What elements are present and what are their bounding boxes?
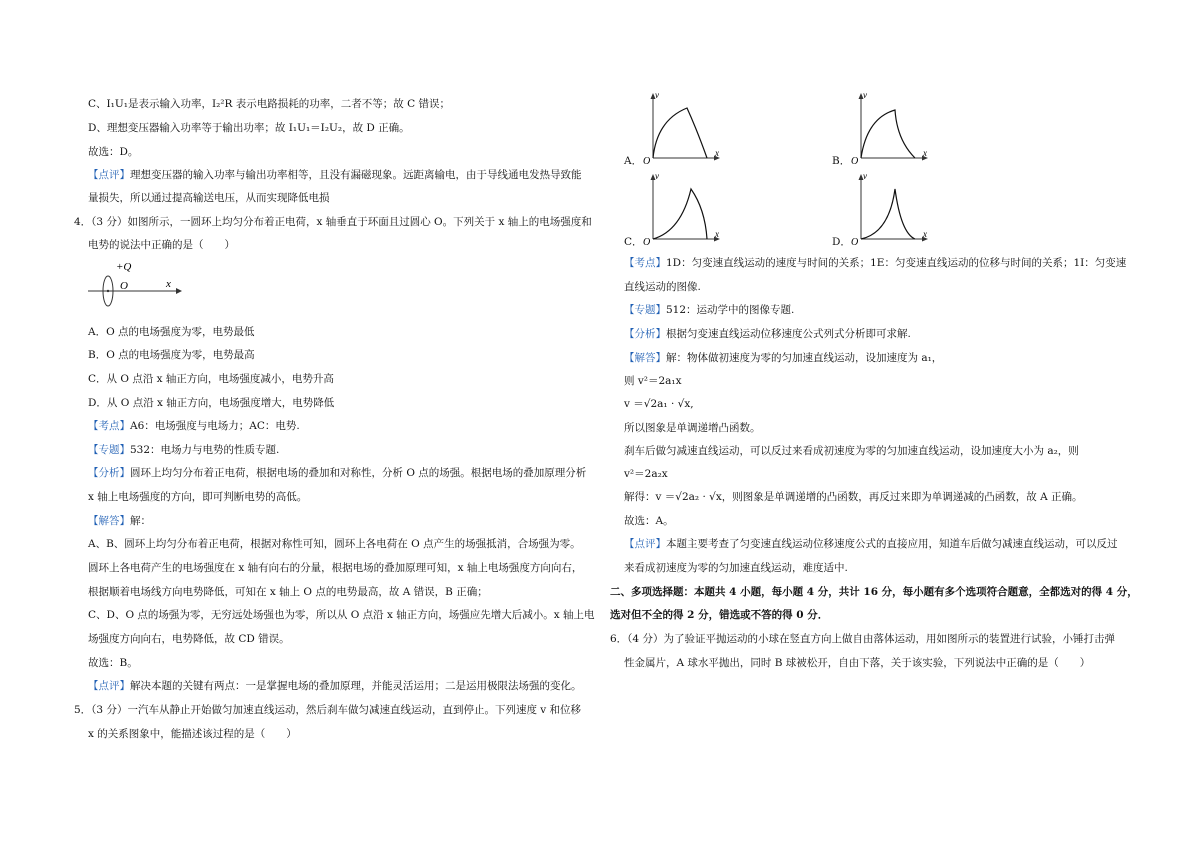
q3-comment-cont: 量损失，所以通过提高输送电压，从而实现降低电损 xyxy=(88,192,330,204)
charge-label: +Q xyxy=(116,261,132,273)
curve-d xyxy=(861,189,915,239)
q4-stem-cont: 电势的说法中正确的是（ ） xyxy=(88,239,235,251)
svg-text:v: v xyxy=(863,171,867,181)
q5-solution-line-3: 解得：v ＝√2a₂ · √x，则图象是单调递增的凸函数，再反过来即为单调递减的凸函数，故 A 正确。 xyxy=(624,491,1083,503)
q6-stem: 6．（4 分）为了验证平抛运动的小球在竖直方向上做自由落体运动，用如图所示的装置进行试验，小锤打击弹 xyxy=(610,633,1115,645)
section-2-heading-cont: 选对但不全的得 2 分，错选或不答的得 0 分． xyxy=(610,609,829,621)
q4-answer-line-5: 场强度方向向右，电势降低，故 CD 错误。 xyxy=(88,633,290,645)
q4-option-d: D．从 O 点沿 x 轴正方向，电场强度增大，电势降低 xyxy=(88,397,335,409)
svg-text:O: O xyxy=(643,237,651,248)
curve-b xyxy=(861,110,915,158)
q5-kaodian-cont: 直线运动的图像. xyxy=(624,281,701,293)
q3-comment: 【点评】理想变压器的输入功率与输出功率相等，且没有漏磁现象。远距离输电，由于导线通电发热导致能 xyxy=(88,169,582,181)
q4-fenxi-cont: x 轴上电场强度的方向，即可判断电势的高低。 xyxy=(88,491,308,503)
section-2-heading: 二、多项选择题：本题共 4 小题，每小题 4 分，共计 16 分，每小题有多个选项符合题意，全都选对的得 4 分， xyxy=(610,586,1138,598)
q4-answer-line-3: 根据顺着电场线方向电势降低，可知在 x 轴上 O 点的电势最高，故 A 错误，B 正确； xyxy=(88,586,488,598)
q4-option-a: A．O 点的电场强度为零，电势最低 xyxy=(88,326,255,338)
svg-text:v: v xyxy=(863,90,867,100)
svg-text:O: O xyxy=(851,237,859,248)
q5-comment: 【点评】本题主要考查了匀变速直线运动位移速度公式的直接应用，知道车后做匀减速直线运动，可以反过 xyxy=(624,538,1118,550)
q3-option-d-analysis: D、理想变压器输入功率等于输出功率；故 I₁U₁＝I₂U₂，故 D 正确。 xyxy=(88,122,410,134)
svg-text:x: x xyxy=(923,148,927,158)
origin-label: O xyxy=(120,280,128,292)
svg-text:O: O xyxy=(851,156,859,167)
q5-zhuanti: 【专题】512：运动学中的图像专题. xyxy=(624,304,795,316)
svg-text:O: O xyxy=(643,156,651,167)
q5-solution-line-1: 所以图象是单调递增凸函数。 xyxy=(624,422,761,434)
q4-option-c: C．从 O 点沿 x 轴正方向，电场强度减小，电势升高 xyxy=(88,373,334,385)
q4-zhuanti: 【专题】532：电场力与电势的性质专题. xyxy=(88,444,280,456)
q5-kaodian: 【考点】1D：匀变速直线运动的速度与时间的关系；1E：匀变速直线运动的位移与时间的关系；1I：匀变速 xyxy=(624,257,1127,269)
graph-d xyxy=(851,171,936,249)
svg-text:v: v xyxy=(655,171,659,181)
q5-jieda: 【解答】解：物体做初速度为零的匀加速直线运动，设加速度为 a₁， xyxy=(624,352,943,364)
comment-tag: 【点评】 xyxy=(88,169,130,181)
q5-comment-cont: 来看成初速度为零的匀加速直线运动，难度适中. xyxy=(624,562,848,574)
graph-c-label: C． xyxy=(624,236,643,248)
q5-equation-3: v²＝2a₂x xyxy=(624,468,668,480)
q4-comment: 【点评】解决本题的关键有两点：一是掌握电场的叠加原理，并能灵活运用；二是运用极限法场强的变化。 xyxy=(88,680,582,692)
q5-fenxi: 【分析】根据匀变速直线运动位移速度公式列式分析即可求解. xyxy=(624,328,911,340)
ring-charge-figure xyxy=(86,258,186,313)
graph-a xyxy=(643,90,728,168)
svg-text:x: x xyxy=(715,148,719,158)
q4-stem: 4．（3 分）如图所示，一圆环上均匀分布着正电荷，x 轴垂直于环面且过圆心 O。下列关于 x 轴上的电场强度和 xyxy=(74,216,592,228)
graph-c xyxy=(643,171,728,249)
curve-a xyxy=(653,108,707,158)
q6-stem-cont: 性金属片，A 球水平抛出，同时 B 球被松开，自由下落，关于该实验，下列说法中正确的是（ ） xyxy=(624,657,1091,669)
graph-a-label: A． xyxy=(624,155,643,167)
x-axis-label: x xyxy=(166,278,171,290)
q4-answer: 故选：B。 xyxy=(88,657,138,669)
graph-b xyxy=(851,90,936,168)
svg-text:v: v xyxy=(655,90,659,100)
q4-fenxi: 【分析】圆环上均匀分布着正电荷，根据电场的叠加和对称性，分析 O 点的场强。根据电场的叠加原理分析 xyxy=(88,467,587,479)
q5-stem-cont: x 的关系图象中，能描述该过程的是（ ） xyxy=(88,728,297,740)
graph-b-label: B． xyxy=(832,155,851,167)
q4-answer-line-1: A、B、圆环上均匀分布着正电荷，根据对称性可知，圆环上各电荷在 O 点产生的场强抵消，合场强为零。 xyxy=(88,538,581,550)
q4-answer-line-2: 圆环上各电荷产生的电场强度在 x 轴有向右的分量，根据电场的叠加原理可知，x 轴上电场强度方向向右， xyxy=(88,562,583,574)
graph-d-label: D． xyxy=(832,236,851,248)
svg-text:x: x xyxy=(715,229,719,239)
q5-solution-line-2: 刹车后做匀减速直线运动，可以反过来看成初速度为零的匀加速直线运动，设加速度大小为 a₂，则 xyxy=(624,445,1079,457)
q4-kaodian: 【考点】A6：电场强度与电场力；AC：电势. xyxy=(88,420,300,432)
svg-text:x: x xyxy=(923,229,927,239)
q4-jieda: 【解答】解： xyxy=(88,515,151,527)
q5-answer: 故选：A。 xyxy=(624,515,674,527)
q3-answer: 故选：D。 xyxy=(88,146,139,158)
x-axis-arrow xyxy=(176,288,182,294)
q5-equation-2: v ＝√2a₁ · √x, xyxy=(624,398,694,410)
q5-stem: 5．（3 分）一汽车从静止开始做匀加速直线运动，然后刹车做匀减速直线运动，直到停止。下列速度 v 和位移 xyxy=(74,704,582,716)
q5-equation-1: 则 v²＝2a₁x xyxy=(624,375,682,387)
curve-c xyxy=(653,189,707,239)
q3-option-c-analysis: C、I₁U₁是表示输入功率，I₂²R 表示电路损耗的功率，二者不等；故 C 错误； xyxy=(88,98,450,110)
q4-answer-line-4: C、D、O 点的场强为零，无穷远处场强也为零，所以从 O 点沿 x 轴正方向，场强应先增大后减小。x 轴上电 xyxy=(88,609,595,621)
q4-option-b: B．O 点的电场强度为零，电势最高 xyxy=(88,349,255,361)
center-point xyxy=(107,290,109,292)
